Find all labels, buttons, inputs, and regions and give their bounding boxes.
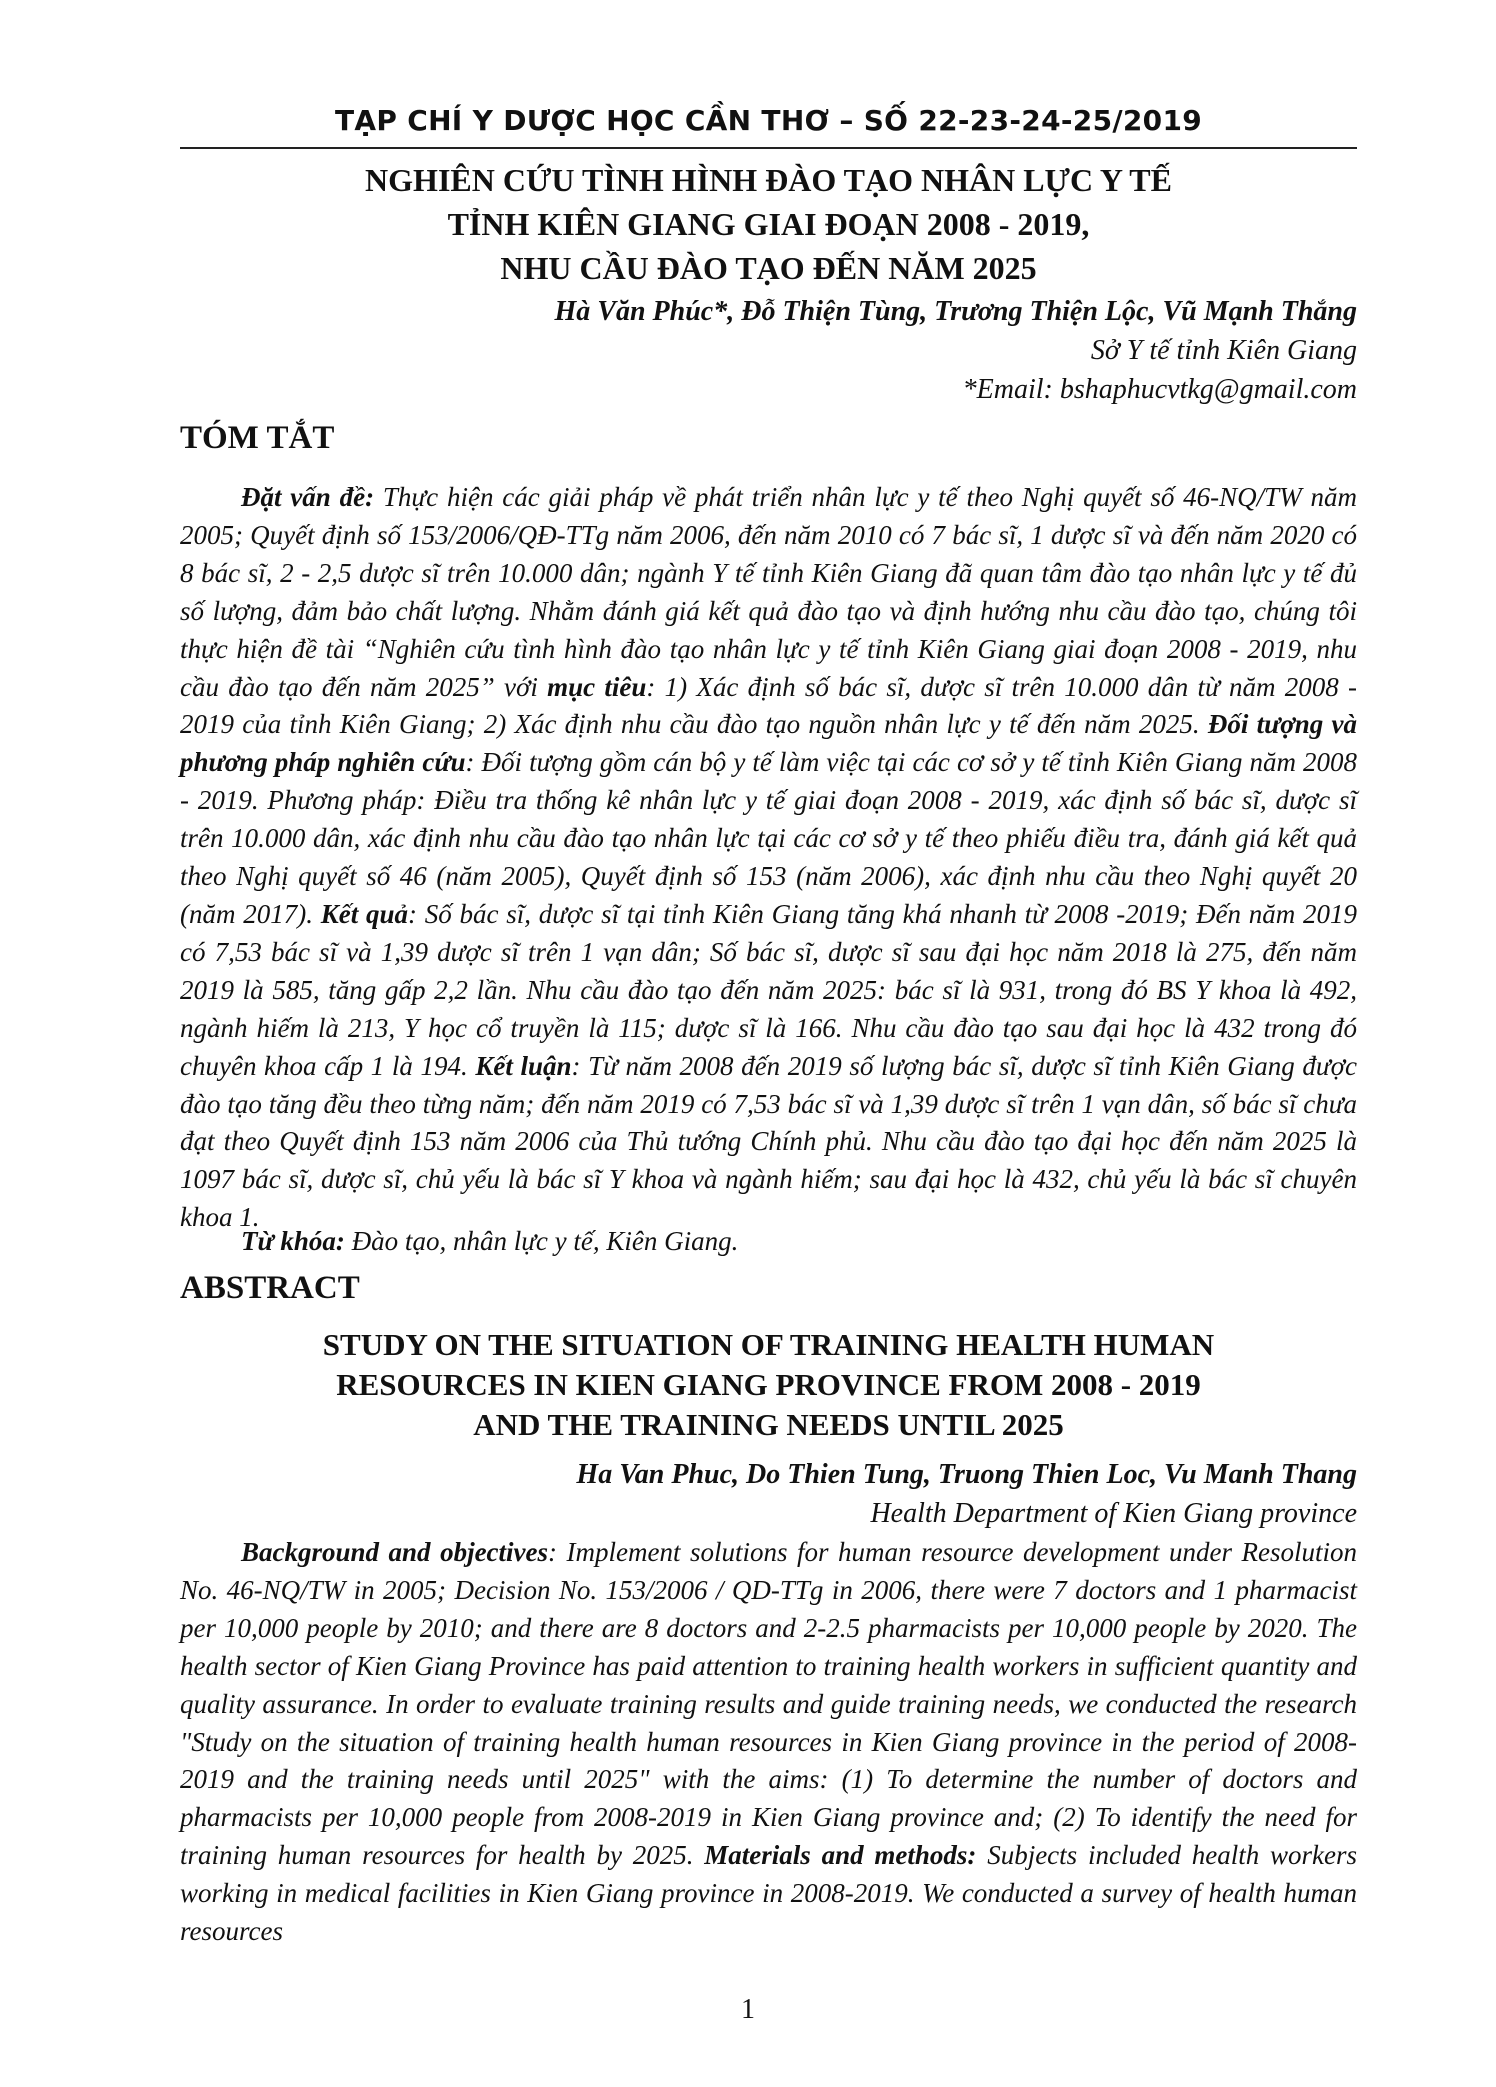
title-line: NHU CẦU ĐÀO TẠO ĐẾN NĂM 2025 — [500, 250, 1037, 286]
background-label: Background and objectives — [241, 1537, 549, 1567]
background-text: Thực hiện các giải pháp về phát triển nhân lực y tế theo Nghị quyết số 46-NQ/TW năm 2005; Quyết định số 153/2006/QĐ-TTg năm 2006, đến năm 2010 có 7 bác sĩ, 1 dược sĩ và đến năm 2020 có 8 bác sĩ, 2 - 2,5 dược sĩ trên 10.000 dân; ngành Y tế tỉnh Kiên Giang đã quan tâm đào tạo nhân lực y tế đủ số lượng, đảm bảo chất lượng. Nhằm đánh giá kết quả đào tạo và định hướng nhu cầu đào tạo, chúng tôi thực hiện đề tài “Nghiên cứu tình hình đào tạo nhân lực y tế tỉnh Kiên Giang giai đoạn 2008 - 2019, nhu cầu đào tạo đến năm 2025” với — [180, 482, 1357, 702]
authors-en — [180, 1455, 1357, 1533]
paper-title-en — [180, 1325, 1357, 1445]
methods-label: Materials and methods: — [704, 1840, 977, 1871]
title-line: RESOURCES IN KIEN GIANG PROVINCE FROM 2008 - 2019 — [336, 1367, 1201, 1402]
conclusion-label: Kết luận — [475, 1050, 572, 1081]
results-text: : Số bác sĩ, dược sĩ tại tỉnh Kiên Giang tăng khá nhanh từ 2008 -2019; Đến năm 2019 có 7,53 bác sĩ và 1,39 dược sĩ trên 1 vạn dân; Số bác sĩ, dược sĩ sau đại học năm 2018 là 275, đến năm 2019 là 585, tăng gấp 2,2 lần. Nhu cầu đào tạo đến năm 2025: bác sĩ là 931, trong đó BS Y khoa là 492, ngành hiếm là 213, Y học cổ truyền là 115; dược sĩ là 166. Nhu cầu đào tạo sau đại học là 432 trong đó chuyên khoa cấp 1 là 194. — [180, 898, 1357, 1081]
abstract-paragraph — [180, 1534, 1357, 1951]
title-line: AND THE TRAINING NEEDS UNTIL 2025 — [473, 1407, 1064, 1442]
journal-header: TẠP CHÍ Y DƯỢC HỌC CẦN THƠ – SỐ 22-23-24-25/2019 — [334, 104, 1203, 137]
paper-title-vi — [180, 158, 1357, 290]
results-label: Kết quả — [320, 898, 408, 929]
abstract-heading: ABSTRACT — [180, 1270, 360, 1306]
summary-heading: TÓM TẮT — [180, 420, 335, 456]
aim-label: mục tiêu — [547, 671, 647, 702]
methods-label: Đối tượng và phương pháp nghiên cứu — [180, 709, 1357, 778]
authors-vi — [180, 292, 1357, 409]
summary-paragraph — [180, 479, 1357, 1237]
keywords-text: Đào tạo, nhân lực y tế, Kiên Giang. — [344, 1226, 739, 1256]
conclusion-text: : Từ năm 2008 đến 2019 số lượng bác sĩ, dược sĩ tỉnh Kiên Giang được đào tạo tăng đều theo từng năm; đến năm 2019 có 7,53 bác sĩ và 1,39 dược sĩ trên 1 vạn dân, số bác sĩ chưa đạt theo Quyết định 153 năm 2006 của Thủ tướng Chính phủ. Nhu cầu đào tạo đại học đến năm 2025 là 1097 bác sĩ, dược sĩ, chủ yếu là bác sĩ Y khoa và ngành hiếm; sau đại học là 432, chủ yếu là bác sĩ chuyên khoa 1. — [180, 1050, 1357, 1233]
header-rule — [180, 147, 1357, 149]
author-affiliation: Sở Y tế tỉnh Kiên Giang — [1090, 335, 1357, 366]
background-text: : Implement solutions for human resource development under Resolution No. 46-NQ/TW in 2005; Decision No. 153/2006 / QD-TTg in 2006, there were 7 doctors and 1 pharmacist per 10,000 people by 2010; and there are 8 doctors and 2-2.5 pharmacists per 10,000 people by 2020. The health sector of Kien Giang Province has paid attention to training health workers in sufficient quantity and quality assurance. In order to evaluate training results and guide training needs, we conducted the research "Study on the situation of training health human resources in Kien Giang province in the period of 2008-2019 and the training needs until 2025" with the aims: (1) To determine the number of doctors and pharmacists per 10,000 people from 2008-2019 in Kien Giang province and; (2) To identify the need for training human resources for health by 2025. — [180, 1537, 1357, 1871]
keywords-line — [241, 1226, 738, 1257]
methods-text: : Đối tượng gồm cán bộ y tế làm việc tại các cơ sở y tế tỉnh Kiên Giang năm 2008 - 2019. Phương pháp: Điều tra thống kê nhân lực y tế giai đoạn 2008 - 2019, xác định số bác sĩ, dược sĩ trên 10.000 dân, xác định nhu cầu đào tạo nhân lực tại các cơ sở y tế theo phiếu điều tra, đánh giá kết quả theo Nghị quyết số 46 (năm 2005), Quyết định số 153 (năm 2006), xác định nhu cầu theo Nghị quyết 20 (năm 2017). — [180, 747, 1357, 929]
author-affiliation: Health Department of Kien Giang province — [870, 1498, 1357, 1529]
aim-text: : 1) Xác định số bác sĩ, dược sĩ trên 10.000 dân từ năm 2008 - 2019 của tỉnh Kiên Giang; 2) Xác định nhu cầu đào tạo nguồn nhân lực y tế đến năm 2025. — [180, 671, 1357, 740]
methods-text: Subjects included health workers working in medical facilities in Kien Giang province in 2008-2019. We conducted a survey of health human resources — [180, 1840, 1358, 1947]
title-line: STUDY ON THE SITUATION OF TRAINING HEALTH HUMAN — [322, 1327, 1215, 1362]
title-line: NGHIÊN CỨU TÌNH HÌNH ĐÀO TẠO NHÂN LỰC Y TẾ — [365, 162, 1172, 198]
background-label: Đặt vấn đề: — [241, 482, 375, 512]
author-names: Hà Văn Phúc*, Đỗ Thiện Tùng, Trương Thiện Lộc, Vũ Mạnh Thắng — [554, 296, 1357, 327]
page-number: 1 — [741, 1994, 755, 2025]
author-email: *Email: bshaphucvtkg@gmail.com — [962, 374, 1357, 405]
title-line: TỈNH KIÊN GIANG GIAI ĐOẠN 2008 - 2019, — [447, 206, 1090, 242]
author-names: Ha Van Phuc, Do Thien Tung, Truong Thien Loc, Vu Manh Thang — [576, 1459, 1357, 1490]
keywords-label: Từ khóa: — [241, 1226, 345, 1256]
